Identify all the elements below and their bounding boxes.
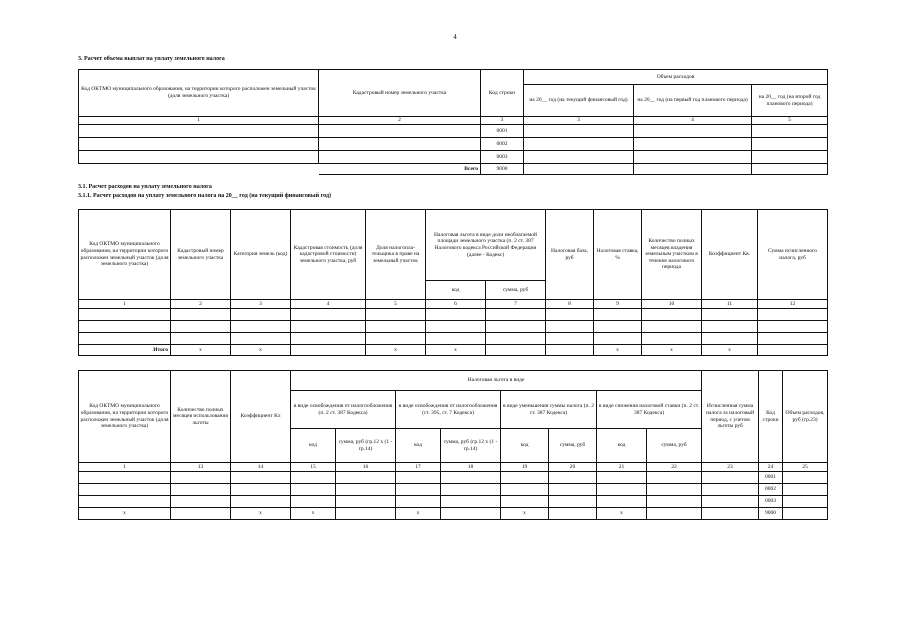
not-applicable-mark: х xyxy=(594,345,642,356)
column-number: 3 xyxy=(231,300,291,309)
input-cell[interactable] xyxy=(524,164,634,175)
code-subheader: код xyxy=(501,429,549,463)
column-number: 1 xyxy=(79,117,319,125)
section-3-title: 3. Расчет объема выплат на уплату земельного налога xyxy=(78,56,225,62)
column-number: 11 xyxy=(702,300,758,309)
table-row xyxy=(79,333,828,345)
tax-base-header: Налоговая база, руб xyxy=(546,210,594,300)
year-plan1-header: на 20__ год (на первый год планового периода) xyxy=(634,85,752,117)
cadastral-header: Кадастровый номер земельного участка xyxy=(171,210,231,300)
code-subheader: код xyxy=(597,429,647,463)
not-applicable-mark: х xyxy=(291,508,336,520)
column-number: 3 xyxy=(524,117,634,125)
input-cell[interactable] xyxy=(501,496,549,508)
input-cell[interactable] xyxy=(231,333,291,345)
input-cell[interactable] xyxy=(291,496,336,508)
input-cell[interactable] xyxy=(319,138,481,151)
input-cell[interactable] xyxy=(79,484,171,496)
input-cell[interactable] xyxy=(549,484,597,496)
input-cell[interactable] xyxy=(758,309,828,321)
column-number: 9 xyxy=(594,300,642,309)
input-cell[interactable] xyxy=(426,333,486,345)
column-number: 14 xyxy=(231,463,291,472)
input-cell[interactable] xyxy=(783,484,828,496)
column-number: 12 xyxy=(758,300,828,309)
input-cell[interactable] xyxy=(647,472,702,484)
tax-reduction-header: в виде уменьшения суммы налога (п. 2 ст. 387 Кодекса) xyxy=(501,391,597,429)
benefit-header: Налоговая льгота в виде xyxy=(291,371,702,391)
input-cell[interactable] xyxy=(426,309,486,321)
input-cell[interactable] xyxy=(336,484,396,496)
column-number: 17 xyxy=(396,463,441,472)
column-number: 18 xyxy=(441,463,501,472)
sum-subheader: сумма, руб xyxy=(647,429,702,463)
kv-coefficient-header: Коэффициент Кв. xyxy=(702,210,758,300)
column-number: 7 xyxy=(486,300,546,309)
input-cell[interactable] xyxy=(79,151,319,164)
calculated-tax-header: Сумма исчисленного налога, руб xyxy=(758,210,828,300)
tax-calculation-table xyxy=(78,209,828,356)
column-number: 5 xyxy=(752,117,828,125)
column-number: 2 xyxy=(171,300,231,309)
input-cell[interactable] xyxy=(79,496,171,508)
input-cell[interactable] xyxy=(486,345,546,356)
tax-rate-header: Налоговая ставка, % xyxy=(594,210,642,300)
exemption-395-header: в виде освобождения от налогообложения (ст. 395, ст. 7 Кодекса) xyxy=(396,391,501,429)
benefit-area-header: Налоговая льгота в виде доли необлагаемой площади земельного участка (п. 2 ст. 387 Налогового кодекса Российской Федерации (далее - Кодекс) xyxy=(426,210,546,281)
cadastral-value-header: Кадастровая стоимость (доля кадастровой стоимости) земельного участка, руб xyxy=(291,210,366,300)
input-cell[interactable] xyxy=(486,333,546,345)
table-row xyxy=(79,472,828,484)
input-cell[interactable] xyxy=(319,125,481,138)
input-cell[interactable] xyxy=(396,496,441,508)
line-code: 0001 xyxy=(481,125,524,138)
table-row xyxy=(79,484,828,496)
sum-subheader: сумма, руб xyxy=(486,281,546,300)
table-row xyxy=(79,125,828,138)
oktmo-header: Код ОКТМО муниципального образования, на территории которого расположен земельный участок (доля земельного участка) xyxy=(79,371,171,463)
input-cell[interactable] xyxy=(546,333,594,345)
input-cell[interactable] xyxy=(597,472,647,484)
total-row xyxy=(79,345,828,356)
input-cell[interactable] xyxy=(291,309,366,321)
input-cell[interactable] xyxy=(594,333,642,345)
input-cell[interactable] xyxy=(291,472,336,484)
column-number: 25 xyxy=(783,463,828,472)
input-cell[interactable] xyxy=(171,321,231,333)
input-cell[interactable] xyxy=(752,151,828,164)
expenses-volume-table xyxy=(78,69,828,175)
input-cell[interactable] xyxy=(702,321,758,333)
input-cell[interactable] xyxy=(441,484,501,496)
code-subheader: код xyxy=(426,281,486,300)
total-row xyxy=(79,508,828,520)
input-cell[interactable] xyxy=(79,138,319,151)
line-code: 0002 xyxy=(481,138,524,151)
input-cell[interactable] xyxy=(524,151,634,164)
input-cell[interactable] xyxy=(79,333,171,345)
input-cell[interactable] xyxy=(647,484,702,496)
input-cell[interactable] xyxy=(549,472,597,484)
kl-coefficient-header: Коэффициент Кл xyxy=(231,371,291,463)
input-cell[interactable] xyxy=(546,321,594,333)
sum-formula-subheader: сумма, руб (гр.12 х (1 - гр.14) xyxy=(336,429,396,463)
section-31-title: 3.1. Расчет расходов на уплату земельного налога xyxy=(78,184,212,190)
input-cell[interactable] xyxy=(231,484,291,496)
input-cell[interactable] xyxy=(642,321,702,333)
column-number: 22 xyxy=(647,463,702,472)
column-number: 15 xyxy=(291,463,336,472)
input-cell[interactable] xyxy=(486,309,546,321)
input-cell[interactable] xyxy=(231,472,291,484)
input-cell[interactable] xyxy=(752,125,828,138)
column-number: 8 xyxy=(546,300,594,309)
oktmo-header: Код ОКТМО муниципального образования, на территории которого расположен земельный участок (доля земельного участка) xyxy=(79,210,171,300)
input-cell[interactable] xyxy=(702,309,758,321)
rate-reduction-header: в виде снижения налоговой ставки (п. 2 ст. 387 Кодекса) xyxy=(597,391,702,429)
table-row xyxy=(79,496,828,508)
line-code-header: Код строки xyxy=(481,70,524,117)
input-cell[interactable] xyxy=(546,345,594,356)
input-cell[interactable] xyxy=(702,484,759,496)
column-number: 3 xyxy=(481,117,524,125)
expenses-header: Объем расходов xyxy=(524,70,828,85)
input-cell[interactable] xyxy=(752,164,828,175)
input-cell[interactable] xyxy=(783,496,828,508)
input-cell[interactable] xyxy=(758,321,828,333)
line-code-header: Код строки xyxy=(759,371,783,463)
column-number: 4 xyxy=(634,117,752,125)
input-cell[interactable] xyxy=(702,508,759,520)
input-cell[interactable] xyxy=(79,309,171,321)
year-current-header: на 20__ год (на текущий финансовый год) xyxy=(524,85,634,117)
input-cell[interactable] xyxy=(441,496,501,508)
input-cell[interactable] xyxy=(291,484,336,496)
input-cell[interactable] xyxy=(642,309,702,321)
input-cell[interactable] xyxy=(441,472,501,484)
column-number: 16 xyxy=(336,463,396,472)
input-cell[interactable] xyxy=(634,164,752,175)
total-label: Всего xyxy=(319,164,481,175)
input-cell[interactable] xyxy=(291,333,366,345)
input-cell[interactable] xyxy=(647,496,702,508)
months-header: Количество полных месяцев владения земельным участком в течение налогового периода xyxy=(642,210,702,300)
share-header: Доля налогопла-тельщика в праве на земельный участок xyxy=(366,210,426,300)
input-cell[interactable] xyxy=(524,138,634,151)
table-row xyxy=(79,321,828,333)
input-cell[interactable] xyxy=(171,508,231,520)
input-cell[interactable] xyxy=(396,484,441,496)
input-cell[interactable] xyxy=(524,125,634,138)
input-cell[interactable] xyxy=(396,472,441,484)
input-cell[interactable] xyxy=(752,138,828,151)
input-cell[interactable] xyxy=(702,496,759,508)
benefit-months-header: Количество полных месяцев использования льготы xyxy=(171,371,231,463)
not-applicable-mark: х xyxy=(642,345,702,356)
not-applicable-mark: х xyxy=(231,508,291,520)
input-cell[interactable] xyxy=(647,508,702,520)
input-cell[interactable] xyxy=(549,496,597,508)
not-applicable-mark: х xyxy=(396,508,441,520)
input-cell[interactable] xyxy=(79,321,171,333)
input-cell[interactable] xyxy=(594,321,642,333)
input-cell[interactable] xyxy=(291,321,366,333)
input-cell[interactable] xyxy=(597,484,647,496)
input-cell[interactable] xyxy=(366,309,426,321)
input-cell[interactable] xyxy=(171,333,231,345)
input-cell[interactable] xyxy=(594,309,642,321)
exemption-387-header: в виде освобождения от налогообложения (п. 2 ст. 387 Кодекса) xyxy=(291,391,396,429)
column-number: 1 xyxy=(79,463,171,472)
input-cell[interactable] xyxy=(783,472,828,484)
input-cell[interactable] xyxy=(79,472,171,484)
land-category-header: Категория земель (код) xyxy=(231,210,291,300)
tax-benefit-table xyxy=(78,370,828,520)
total-label: Итого xyxy=(79,345,171,356)
input-cell[interactable] xyxy=(546,309,594,321)
input-cell[interactable] xyxy=(702,472,759,484)
column-number: 6 xyxy=(426,300,486,309)
column-number: 19 xyxy=(501,463,549,472)
line-code: 0001 xyxy=(759,472,783,484)
total-row xyxy=(79,164,828,175)
input-cell[interactable] xyxy=(486,321,546,333)
line-code: 0002 xyxy=(759,484,783,496)
column-number: 4 xyxy=(291,300,366,309)
input-cell[interactable] xyxy=(634,138,752,151)
year-plan2-header: на 20__ год (на второй год планового периода) xyxy=(752,85,828,117)
input-cell[interactable] xyxy=(597,496,647,508)
column-number: 21 xyxy=(597,463,647,472)
code-subheader: код xyxy=(291,429,336,463)
not-applicable-mark: х xyxy=(597,508,647,520)
not-applicable-mark: х xyxy=(231,345,291,356)
cadastral-header: Кадастровый номер земельного участка xyxy=(319,70,481,117)
line-code: 9000 xyxy=(759,508,783,520)
line-code: 0003 xyxy=(759,496,783,508)
input-cell[interactable] xyxy=(336,472,396,484)
input-cell[interactable] xyxy=(702,333,758,345)
input-cell[interactable] xyxy=(634,151,752,164)
column-number: 13 xyxy=(171,463,231,472)
input-cell[interactable] xyxy=(79,125,319,138)
input-cell[interactable] xyxy=(336,496,396,508)
input-cell[interactable] xyxy=(441,508,501,520)
input-cell[interactable] xyxy=(501,484,549,496)
input-cell[interactable] xyxy=(366,321,426,333)
input-cell[interactable] xyxy=(231,321,291,333)
input-cell[interactable] xyxy=(336,508,396,520)
column-number: 10 xyxy=(642,300,702,309)
expenses-header: Объем расходов, руб (гр.23) xyxy=(783,371,828,463)
input-cell[interactable] xyxy=(171,496,231,508)
input-cell[interactable] xyxy=(366,333,426,345)
table-row xyxy=(79,151,828,164)
input-cell[interactable] xyxy=(319,151,481,164)
not-applicable-mark: х xyxy=(366,345,426,356)
not-applicable-mark: х xyxy=(501,508,549,520)
column-number: 5 xyxy=(366,300,426,309)
column-number: 23 xyxy=(702,463,759,472)
input-cell[interactable] xyxy=(231,309,291,321)
section-311-title: 3.1.1. Расчет расходов на уплату земельного налога на 20__ год (на текущий финансовый год) xyxy=(78,193,332,199)
line-code: 0003 xyxy=(481,151,524,164)
not-applicable-mark: х xyxy=(702,345,758,356)
column-number: 2 xyxy=(319,117,481,125)
input-cell[interactable] xyxy=(501,472,549,484)
input-cell[interactable] xyxy=(231,496,291,508)
tax-with-benefit-header: Исчисленная сумма налога за налоговый период, с учетом льготы руб xyxy=(702,371,759,463)
oktmo-header: Код ОКТМО муниципального образования, на территории которого расположен земельный участок (доля земельного участка) xyxy=(79,70,319,117)
input-cell[interactable] xyxy=(426,321,486,333)
input-cell[interactable] xyxy=(783,508,828,520)
input-cell[interactable] xyxy=(758,333,828,345)
sum-formula-subheader: сумма, руб (гр.12 х (1 - гр.14) xyxy=(441,429,501,463)
not-applicable-mark: х xyxy=(79,508,171,520)
code-subheader: код xyxy=(396,429,441,463)
table-row xyxy=(79,309,828,321)
input-cell[interactable] xyxy=(758,345,828,356)
column-number: 1 xyxy=(79,300,171,309)
input-cell[interactable] xyxy=(642,333,702,345)
input-cell[interactable] xyxy=(171,309,231,321)
input-cell[interactable] xyxy=(171,472,231,484)
table-row xyxy=(79,138,828,151)
sum-subheader: сумма, руб xyxy=(549,429,597,463)
input-cell[interactable] xyxy=(291,345,366,356)
not-applicable-mark: х xyxy=(171,345,231,356)
input-cell[interactable] xyxy=(634,125,752,138)
column-number: 20 xyxy=(549,463,597,472)
column-number: 24 xyxy=(759,463,783,472)
page-number: 4 xyxy=(453,33,457,41)
line-code: 9000 xyxy=(481,164,524,175)
input-cell[interactable] xyxy=(549,508,597,520)
not-applicable-mark: х xyxy=(426,345,486,356)
input-cell[interactable] xyxy=(171,484,231,496)
